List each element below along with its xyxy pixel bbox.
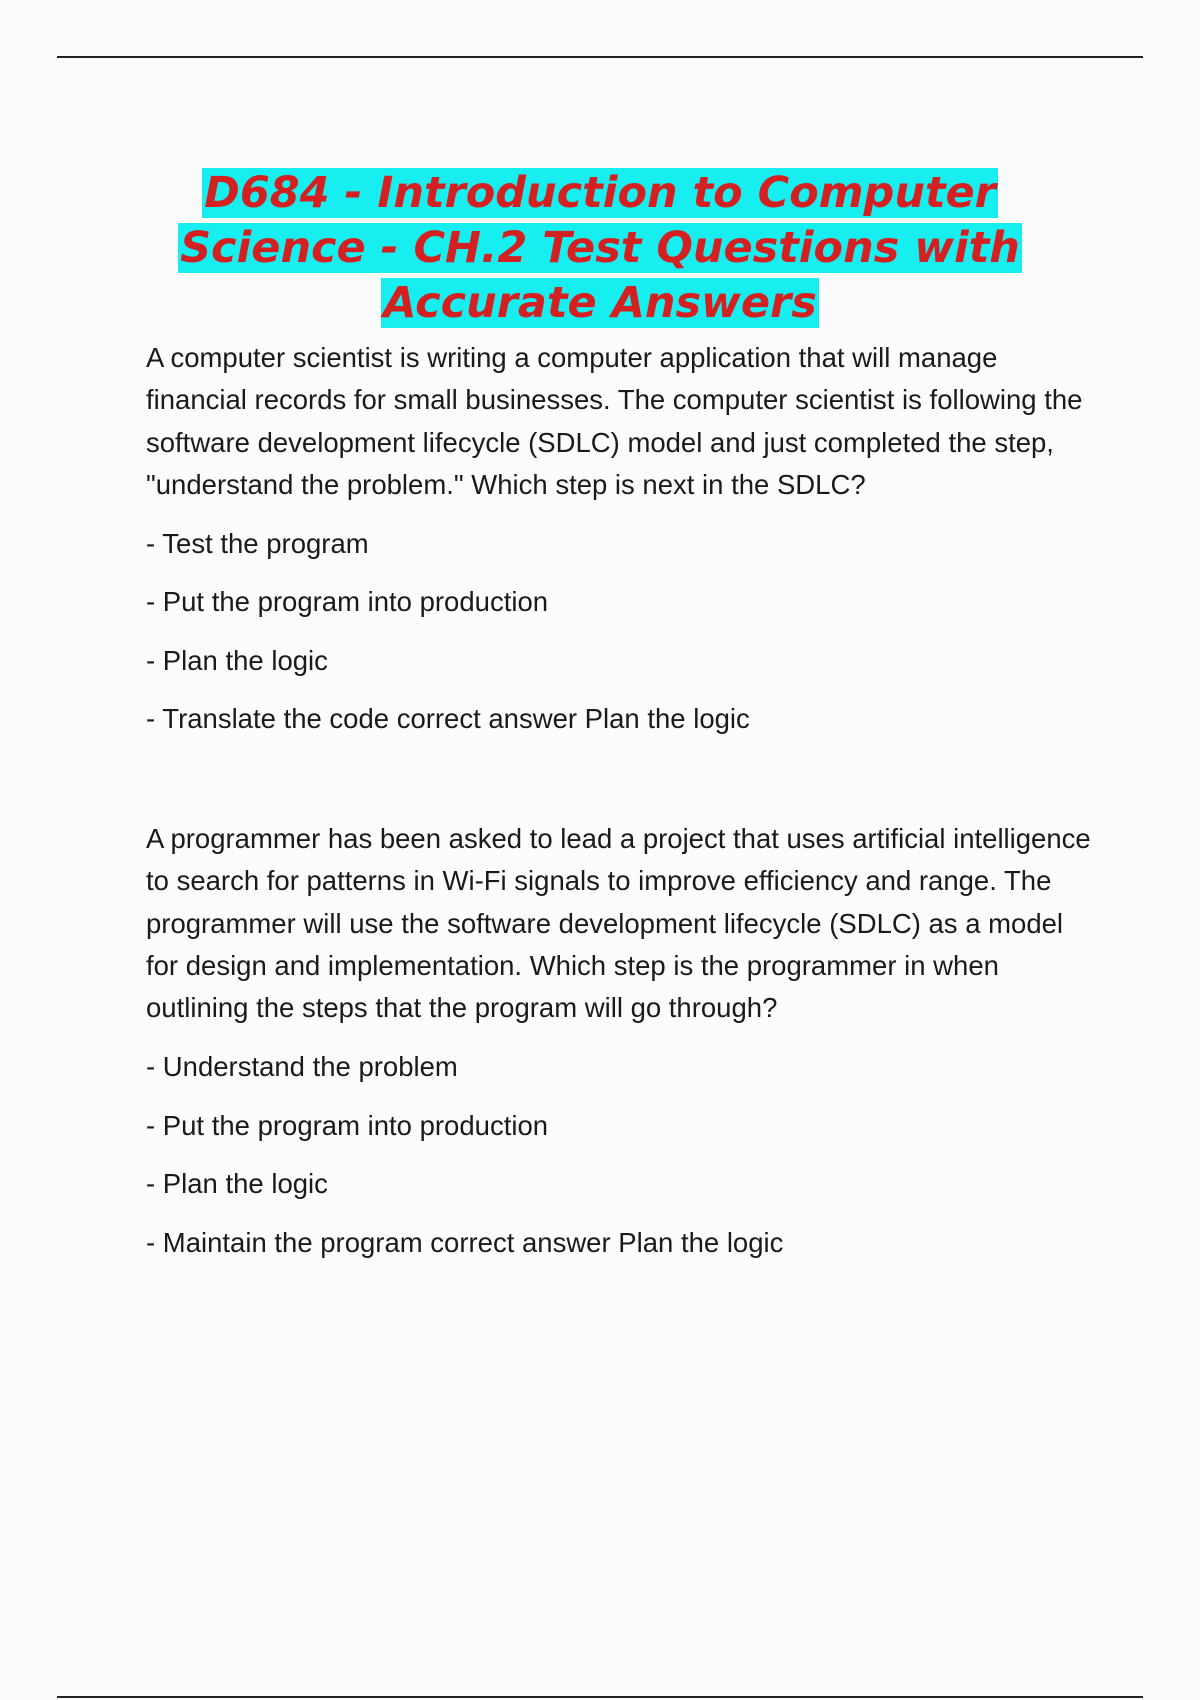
answer-option: - Understand the problem bbox=[146, 1051, 458, 1083]
header-rule bbox=[57, 56, 1143, 58]
document-body bbox=[146, 337, 1096, 1264]
answer-option-with-correct-answer: - Maintain the program correct answer Plan the logic bbox=[146, 1226, 784, 1258]
footer-rule bbox=[57, 1696, 1143, 1698]
question-block-2 bbox=[146, 818, 1096, 1263]
question-text: A computer scientist is writing a computer application that will manage financial records for small businesses. The computer scientist is following the software development lifecycle (SDLC) model and just completed the step, "understand the problem." Which step is next in the SDLC? bbox=[146, 342, 1083, 500]
question-text: A programmer has been asked to lead a project that uses artificial intelligence to search for patterns in Wi-Fi signals to improve efficiency and range. The programmer will use the software development lifecycle (SDLC) as a model for design and implementation. Which step is the programmer in when outlining the steps that the program will go through? bbox=[146, 823, 1091, 1024]
answer-option: - Plan the logic bbox=[146, 1168, 328, 1200]
answer-option-with-correct-answer: - Translate the code correct answer Plan the logic bbox=[146, 703, 750, 735]
title-line-1: D684 - Introduction to Computer bbox=[204, 168, 996, 218]
title-line-3: Accurate Answers bbox=[383, 278, 817, 328]
title-line-2: Science - CH.2 Test Questions with bbox=[180, 223, 1020, 273]
document-title bbox=[120, 166, 1080, 331]
answer-option: - Put the program into production bbox=[146, 1109, 549, 1141]
answer-option: - Put the program into production bbox=[146, 586, 549, 618]
question-block-1 bbox=[146, 337, 1096, 740]
answer-option: - Plan the logic bbox=[146, 644, 328, 676]
answer-option: - Test the program bbox=[146, 527, 369, 559]
